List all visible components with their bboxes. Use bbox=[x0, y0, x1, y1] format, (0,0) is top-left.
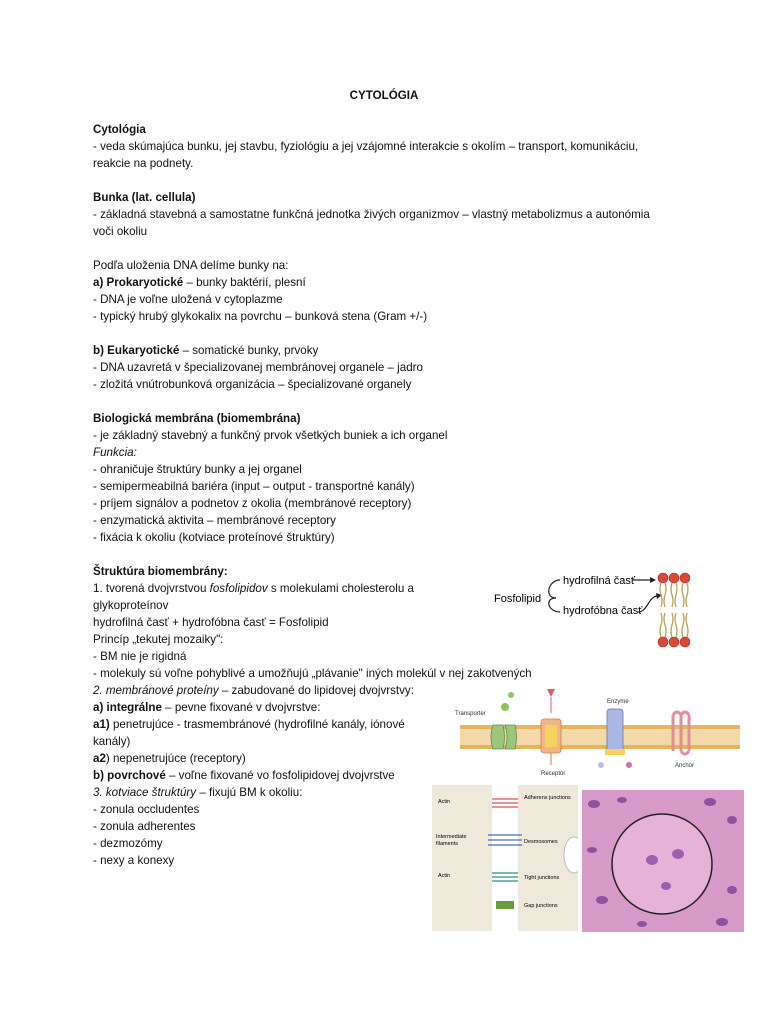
text-line: - molekuly sú voľne pohyblivé a umožňujú „plávanie" iných molekúl v nej zakotvených bbox=[93, 667, 532, 680]
text-span: s molekulami cholesterolu a bbox=[267, 582, 414, 595]
text-line bbox=[93, 784, 302, 801]
term-integralne: a) integrálne bbox=[93, 701, 162, 714]
membrane-proteins-figure bbox=[455, 685, 745, 780]
label-gap: Gap junctions bbox=[524, 903, 558, 909]
heading-biomembrana: Biologická membrána (biomembrána) bbox=[93, 412, 301, 425]
text-line: - typický hrubý glykokalix na povrchu – bunková stena (Gram +/-) bbox=[93, 310, 428, 323]
text-line: - zonula occludentes bbox=[93, 803, 200, 816]
text-line: - nexy a konexy bbox=[93, 854, 175, 867]
text-line: - zonula adherentes bbox=[93, 820, 196, 833]
heading-cytologia: Cytológia bbox=[93, 123, 146, 136]
text-line: - ohraničuje štruktúry bunky a jej organel bbox=[93, 463, 302, 476]
text-line: voči okoliu bbox=[93, 225, 148, 238]
text-line: kanály) bbox=[93, 735, 131, 748]
text-span: – somatické bunky, prvoky bbox=[179, 344, 319, 357]
text-line: - DNA je voľne uložená v cytoplazme bbox=[93, 293, 283, 306]
text-line: - príjem signálov a podnetov z okolia (membránové receptory) bbox=[93, 497, 412, 510]
text-line bbox=[93, 580, 414, 597]
label-desmosomes: Desmosomes bbox=[524, 839, 558, 845]
text-span: – zabudované do lipidovej dvojvrstvy: bbox=[218, 684, 414, 697]
term-kotviace-struktury: 3. kotviace štruktúry bbox=[93, 786, 197, 799]
text-line bbox=[93, 682, 414, 699]
text-line: Podľa uloženia DNA delíme bunky na: bbox=[93, 259, 289, 272]
fig1-label-hydrophilic: hydrofilná časť bbox=[563, 575, 635, 587]
label-adherens: Adherens junctions bbox=[524, 795, 571, 801]
label-intermediate: Intermediate bbox=[436, 834, 467, 840]
text-span: penetrujúce - trasmembránové (hydrofilné kanály, iónové bbox=[109, 718, 405, 731]
text-line: hydrofilná časť + hydrofóbna časť = Fosfolipid bbox=[93, 616, 329, 629]
text-line: reakcie na podnety. bbox=[93, 157, 194, 170]
cell-junctions-figure bbox=[432, 785, 578, 931]
histology-micrograph bbox=[582, 790, 744, 932]
label-transporter: Transporter bbox=[455, 711, 486, 717]
text-line: - enzymatická aktivita – membránové receptory bbox=[93, 514, 336, 527]
heading-struktura: Štruktúra biomembrány: bbox=[93, 565, 228, 578]
term-a2: a2 bbox=[93, 752, 106, 765]
text-line bbox=[93, 342, 318, 359]
text-span: – pevne fixované v dvojvrstve: bbox=[161, 701, 321, 714]
text-line: - BM nie je rigidná bbox=[93, 650, 187, 663]
text-line: Princíp „tekutej mozaiky": bbox=[93, 633, 224, 646]
text-line bbox=[93, 274, 306, 291]
label-actin-2: Actin bbox=[438, 873, 451, 879]
term-prokaryoticke: a) Prokaryotické bbox=[93, 276, 184, 289]
phospholipid-figure bbox=[490, 570, 690, 650]
text-line bbox=[93, 699, 320, 716]
text-line: - zložitá vnútrobunková organizácia – špecializované organely bbox=[93, 378, 412, 391]
label-enzyme: Enzyme bbox=[607, 699, 629, 705]
term-a1: a1) bbox=[93, 718, 110, 731]
term-membranove-proteiny: 2. membránové proteíny bbox=[93, 684, 219, 697]
text-span: – fixujú BM k okoliu: bbox=[196, 786, 303, 799]
label-actin-1: Actin bbox=[438, 799, 451, 805]
text-line: glykoproteínov bbox=[93, 599, 169, 612]
bilayer-drawing bbox=[658, 573, 690, 647]
heading-bunka: Bunka (lat. cellula) bbox=[93, 191, 196, 204]
fig1-label-hydrophobic: hydrofóbna časť bbox=[563, 605, 643, 617]
funkcia-label: Funkcia: bbox=[93, 446, 137, 459]
text-line: - je základný stavebný a funkčný prvok všetkých buniek a ich organel bbox=[93, 429, 448, 442]
text-line: - základná stavebná a samostatne funkčná jednotka živých organizmov – vlastný metabolizmus a autonómia bbox=[93, 208, 650, 221]
text-line bbox=[93, 750, 246, 767]
text-line: - fixácia k okoliu (kotviace proteínové štruktúry) bbox=[93, 531, 335, 544]
text-span: – bunky baktérií, plesní bbox=[183, 276, 306, 289]
term-fosfolipidov: fosfolipidov bbox=[209, 582, 268, 595]
text-span: 1. tvorená dvojvrstvou bbox=[93, 582, 210, 595]
page-title: CYTOLÓGIA bbox=[349, 89, 419, 102]
term-eukaryoticke: b) Eukaryotické bbox=[93, 344, 180, 357]
label-tight: Tight junctions bbox=[524, 875, 560, 881]
label-anchor: Anchor bbox=[675, 763, 695, 769]
fig1-label-fosfolipid: Fosfolipid bbox=[494, 593, 542, 605]
text-line: - veda skúmajúca bunku, jej stavbu, fyziológiu a jej vzájomné interakcie s okolím – transport, komunikáciu, bbox=[93, 140, 639, 153]
text-line: - semipermeabilná bariéra (input – output - transportné kanály) bbox=[93, 480, 415, 493]
text-line: - DNA uzavretá v špecializovanej membránovej organele – jadro bbox=[93, 361, 423, 374]
text-span: – voľne fixované vo fosfolipidovej dvojvrstve bbox=[165, 769, 395, 782]
label-filaments: filaments bbox=[436, 841, 459, 847]
text-line bbox=[93, 767, 395, 784]
text-span: ) nepenetrujúce (receptory) bbox=[105, 752, 246, 765]
term-povrchove: b) povrchové bbox=[93, 769, 166, 782]
text-line bbox=[93, 716, 405, 733]
text-line: - dezmozómy bbox=[93, 837, 163, 850]
label-receptor: Receptor bbox=[541, 771, 566, 777]
